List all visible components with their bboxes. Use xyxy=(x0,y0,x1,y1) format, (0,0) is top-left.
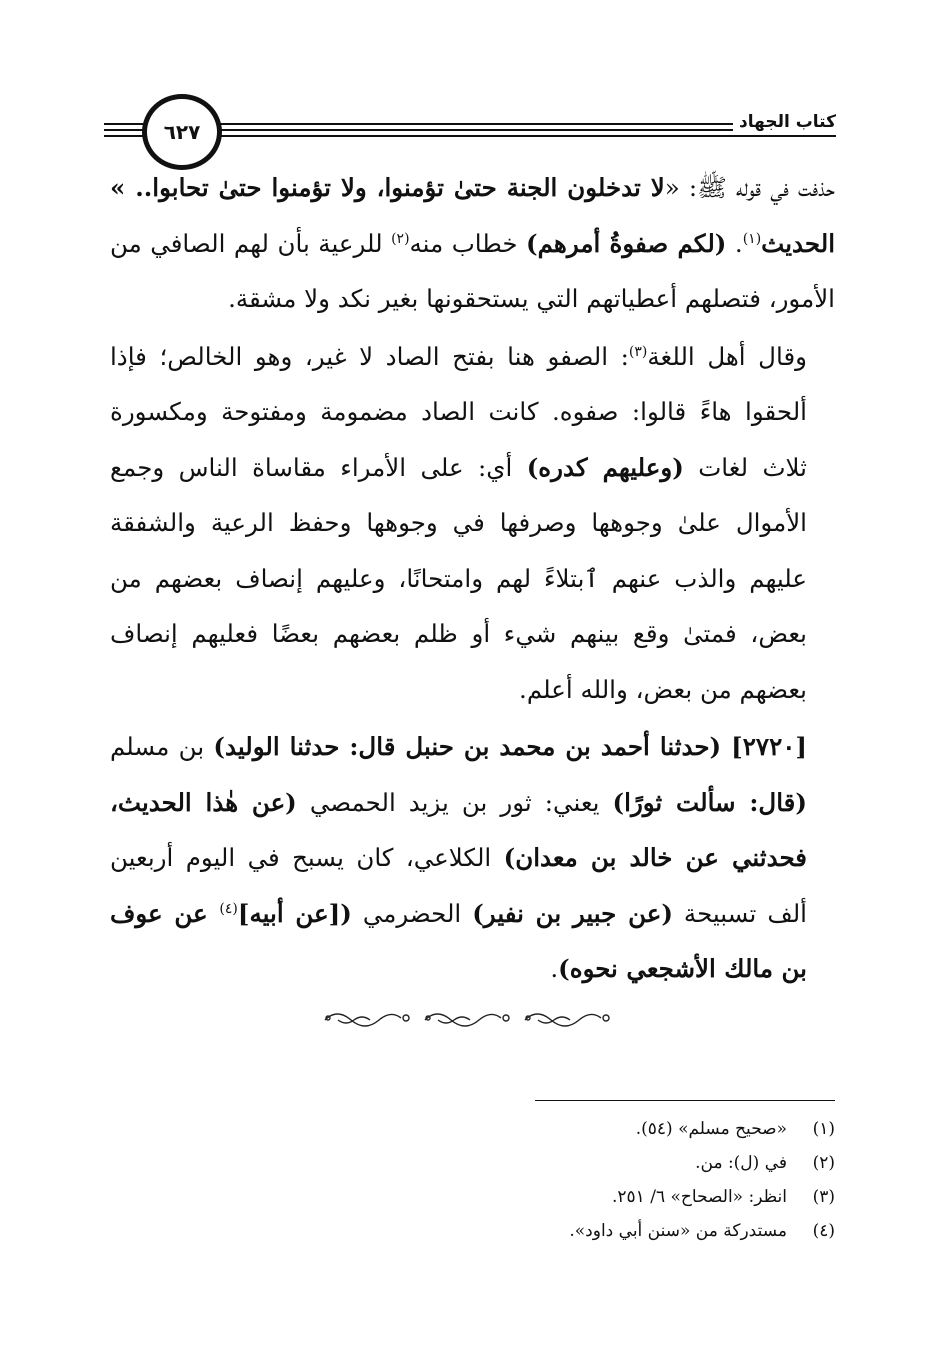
bold-phrase: (وعليهم كدره) xyxy=(526,452,684,482)
footnote-3 xyxy=(400,1180,835,1214)
main-text xyxy=(110,160,835,997)
bold-phrase: (عن هٰذا الحديث، فحدثني عن خالد بن معدان) xyxy=(110,787,807,872)
bold-phrase: عن عوف بن مالك الأشجعي نحوه) xyxy=(110,898,807,983)
footnote-text: في (ل): من. xyxy=(695,1153,787,1173)
footnote-number: (٣) xyxy=(812,1187,835,1207)
footnote-text: انظر: «الصحاح» ٦/ ٢٥١. xyxy=(612,1187,787,1207)
ornament-motif xyxy=(525,1014,609,1026)
text-run: : الصفو هنا بفتح الصاد لا غير، وهو الخالص؛ فإذا ألحقوا هاءً قالوا: صفوه. كانت الصاد مضمومة ومفتوحة ومكسورة ثلاث لغات xyxy=(110,341,807,482)
bold-phrase: (قال: سألت ثورًا) xyxy=(612,787,807,817)
footnote-text: «صحيح مسلم» (٥٤). xyxy=(635,1119,787,1139)
ornament-divider xyxy=(320,1005,620,1035)
text-run: . xyxy=(726,228,743,258)
footnote-number: (٢) xyxy=(812,1153,835,1173)
footnote-1 xyxy=(400,1112,835,1146)
bold-phrase: (عن جبير بن نفير) xyxy=(472,898,673,928)
text-run: يعني: ثور بن يزيد الحمصي xyxy=(296,787,613,817)
running-header-title: كتاب الجهاد xyxy=(733,112,836,132)
text-run: بن مسلم xyxy=(110,732,214,761)
footnote-2 xyxy=(400,1146,835,1180)
hadith-quote: لا تدخلون الجنة حتىٰ تؤمنوا، ولا تؤمنوا حتىٰ تحابوا.. » الحديث xyxy=(110,173,835,258)
ornament-motif xyxy=(425,1014,509,1026)
text-run: خطاب منه xyxy=(409,228,527,258)
footnote-rule xyxy=(535,1100,835,1101)
bold-phrase: ([عن أبيه] xyxy=(237,898,352,928)
text-run: وقال أهل اللغة xyxy=(647,341,807,371)
footnote-ref: (١) xyxy=(742,230,762,247)
footnote-ref: (٤) xyxy=(219,900,238,917)
paragraph-3 xyxy=(110,719,835,997)
footnote-number: (٤) xyxy=(812,1221,835,1241)
text-run: . xyxy=(550,954,559,983)
footnote-text: مستدركة من «سنن أبي داود». xyxy=(569,1221,787,1241)
footnote-4 xyxy=(400,1214,835,1248)
text-run: للرعية بأن لهم الصافي من الأمور، فتصلهم أعطياتهم التي يستحقونها بغير نكد ولا مشقة. xyxy=(110,228,835,313)
text-run: حذفت في قوله ﷺ: « xyxy=(664,173,835,202)
text-run: أي: على الأمراء مقاساة الناس وجمع الأموال علىٰ وجوهها وصرفها في وجوهها وحفظ الرعية والشفقة عليهم والذب عنهم ٱبتلاءً لهم وامتحانًا، وعليهم إنصاف بعضهم من بعض، فمتىٰ وقع بينهم شيء أو ظلم بعضهم بعضًا فعليهم إنصاف بعضهم من بعض، والله أعلم. xyxy=(110,452,807,704)
hadith-isnad: [٢٧٢٠] (حدثنا أحمد بن محمد بن حنبل قال: حدثنا الوليد) xyxy=(213,732,807,761)
paragraph-1 xyxy=(110,160,835,327)
bold-phrase: (لكم صفوةُ أمرهم) xyxy=(526,228,727,258)
footnote-ref: (٣) xyxy=(628,343,648,360)
footnote-ref: (٢) xyxy=(391,230,410,247)
page-number xyxy=(142,94,222,170)
ornament-motif xyxy=(325,1014,409,1026)
text-run: الحضرمي xyxy=(351,898,473,928)
paragraph-2 xyxy=(110,329,835,718)
footnote-number: (١) xyxy=(812,1119,835,1139)
footnotes xyxy=(400,1112,835,1248)
page-number-text: ٦٢٧ xyxy=(163,120,201,144)
page-header xyxy=(104,98,836,168)
text-run: الكلاعي، كان يسبح في اليوم أربعين ألف تسبيحة xyxy=(110,843,807,928)
